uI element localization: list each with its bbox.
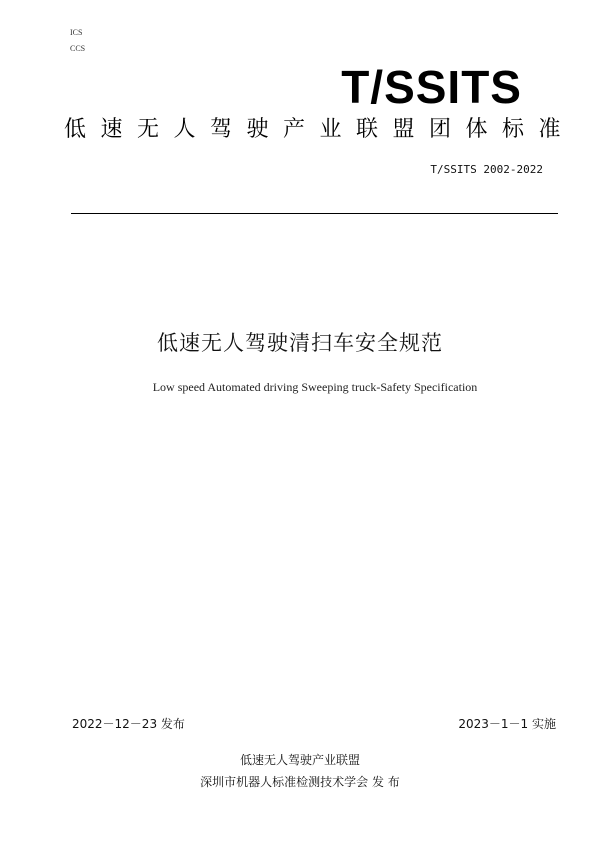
implementation-date: 2023－1－1 实施	[458, 717, 556, 731]
alliance-standard-heading: 低速无人驾驶产业联盟团体标准	[64, 117, 576, 142]
document-title-chinese: 低速无人驾驶清扫车安全规范	[157, 331, 443, 355]
publisher-society: 深圳市机器人标准检测技术学会 发 布	[200, 775, 400, 789]
standard-number: T/SSITS 2002-2022	[430, 163, 543, 176]
header-divider	[71, 213, 558, 214]
publisher-alliance: 低速无人驾驶产业联盟	[239, 753, 360, 767]
ccs-label: CCS	[70, 44, 86, 53]
standard-brand-logo: T/SSITS	[341, 61, 522, 113]
ics-label: ICS	[70, 28, 83, 37]
document-title-english: Low speed Automated driving Sweeping truck-Safety Specification	[152, 380, 478, 394]
issue-date: 2022－12－23 发布	[72, 717, 185, 731]
